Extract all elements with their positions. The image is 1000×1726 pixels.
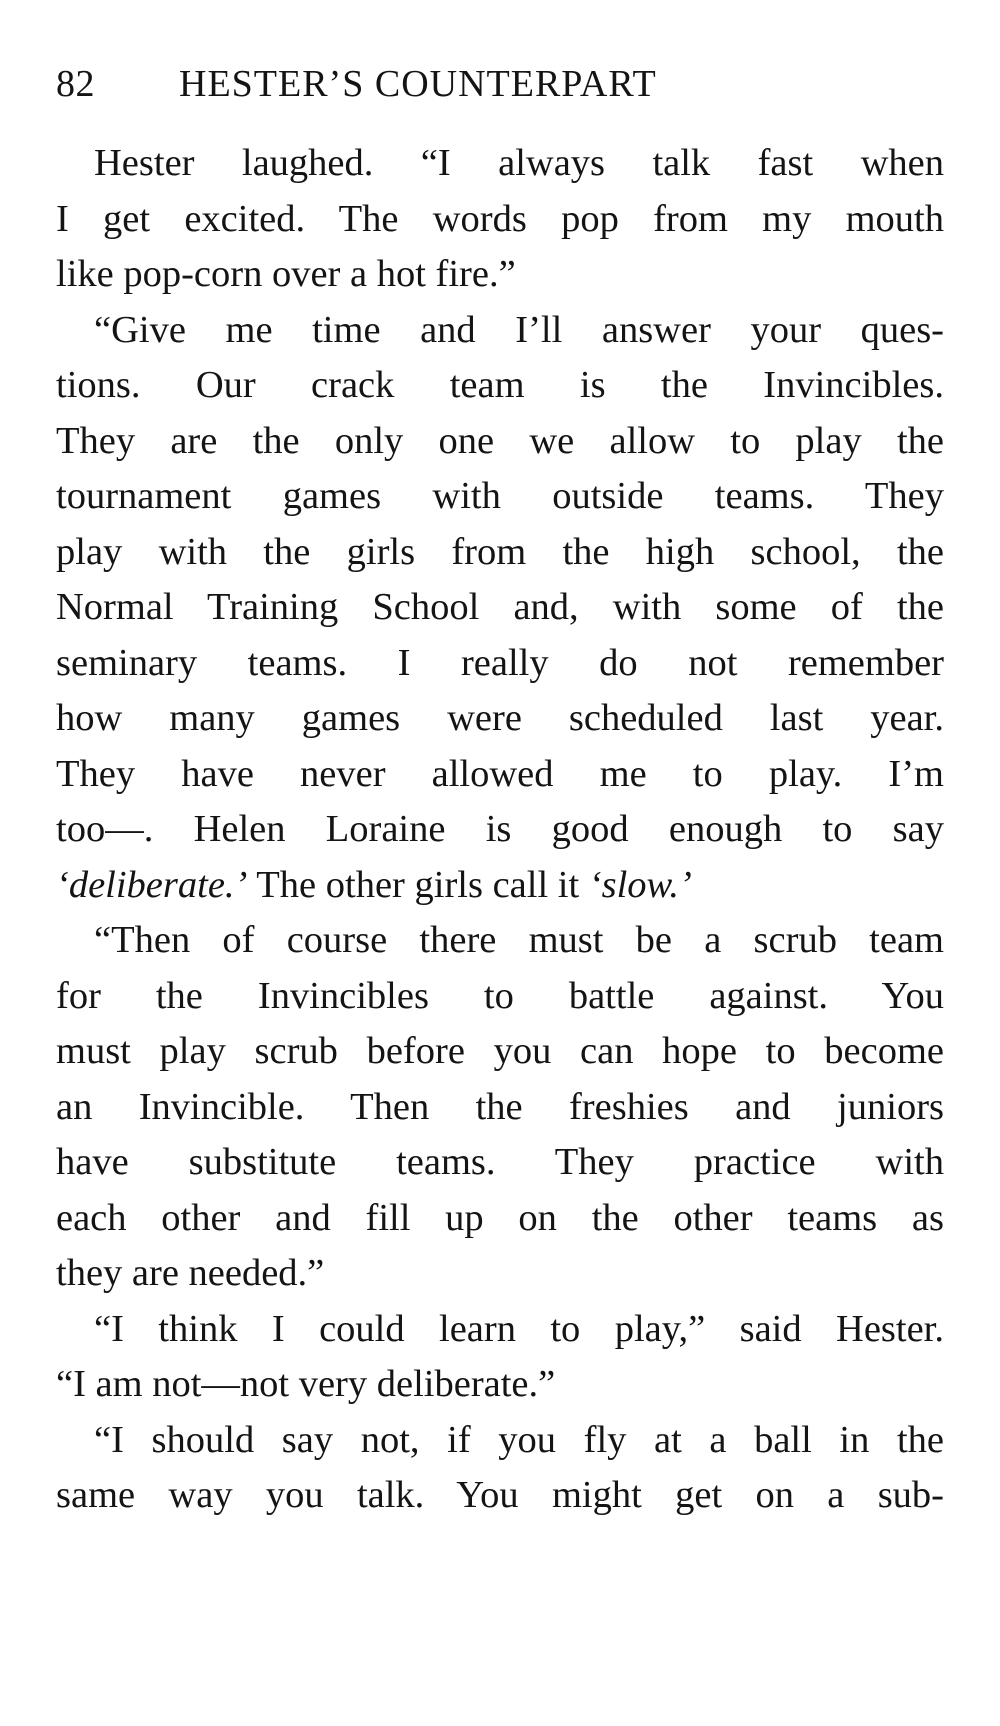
- running-title: HESTER’S COUNTERPART: [179, 63, 657, 105]
- text-line: Hester laughed. “I always talk fast when: [94, 142, 944, 184]
- text-line: same way you talk. You might get on a sub-: [56, 1474, 944, 1516]
- italic-word: ‘slow.’: [588, 863, 692, 906]
- italic-word: ‘deliberate.’: [56, 863, 248, 906]
- text-line: have substitute teams. They practice with: [56, 1141, 944, 1183]
- paragraph-4: [56, 1302, 944, 1413]
- text-line: an Invincible. Then the freshies and juniors: [56, 1085, 944, 1128]
- text-line: Normal Training School and, with some of the: [56, 586, 944, 628]
- text-line: how many games were scheduled last year.: [56, 697, 944, 739]
- text-line: “I should say not, if you fly at a ball in the: [94, 1418, 944, 1461]
- paragraph-3: [56, 913, 944, 1302]
- text-line: each other and fill up on the other teams as: [56, 1196, 944, 1239]
- text-line: they are needed.”: [56, 1252, 325, 1294]
- text-line: tournament games with outside teams. They: [56, 475, 944, 517]
- page-number: 82: [56, 63, 95, 105]
- running-head: [56, 60, 944, 108]
- text-line-mixed: [56, 858, 944, 914]
- paragraph-5: [56, 1413, 944, 1524]
- text-line: tions. Our crack team is the Invincibles.: [56, 364, 944, 406]
- text-line: must play scrub before you can hope to become: [56, 1030, 944, 1072]
- paragraph-1: [56, 136, 944, 303]
- text-line: play with the girls from the high school, the: [56, 530, 944, 573]
- text-line: They have never allowed me to play. I’m: [56, 752, 944, 795]
- text-line: seminary teams. I really do not remember: [56, 641, 944, 684]
- paragraph-2: [56, 303, 944, 914]
- text-line: like pop-corn over a hot fire.”: [56, 253, 516, 295]
- text-line: too—. Helen Loraine is good enough to say: [56, 808, 944, 850]
- text-line: “I am not—not very deliberate.”: [56, 1363, 556, 1405]
- text-line: They are the only one we allow to play the: [56, 419, 944, 462]
- book-page: [56, 60, 944, 1524]
- text-line: “I think I could learn to play,” said Hester.: [94, 1307, 944, 1350]
- text-line: “Then of course there must be a scrub team: [94, 919, 944, 961]
- text-fragment: The other girls call it: [247, 863, 589, 906]
- text-line: “Give me time and I’ll answer your ques-: [94, 308, 944, 351]
- text-line: I get excited. The words pop from my mouth: [56, 197, 944, 240]
- text-line: for the Invincibles to battle against. You: [56, 974, 944, 1017]
